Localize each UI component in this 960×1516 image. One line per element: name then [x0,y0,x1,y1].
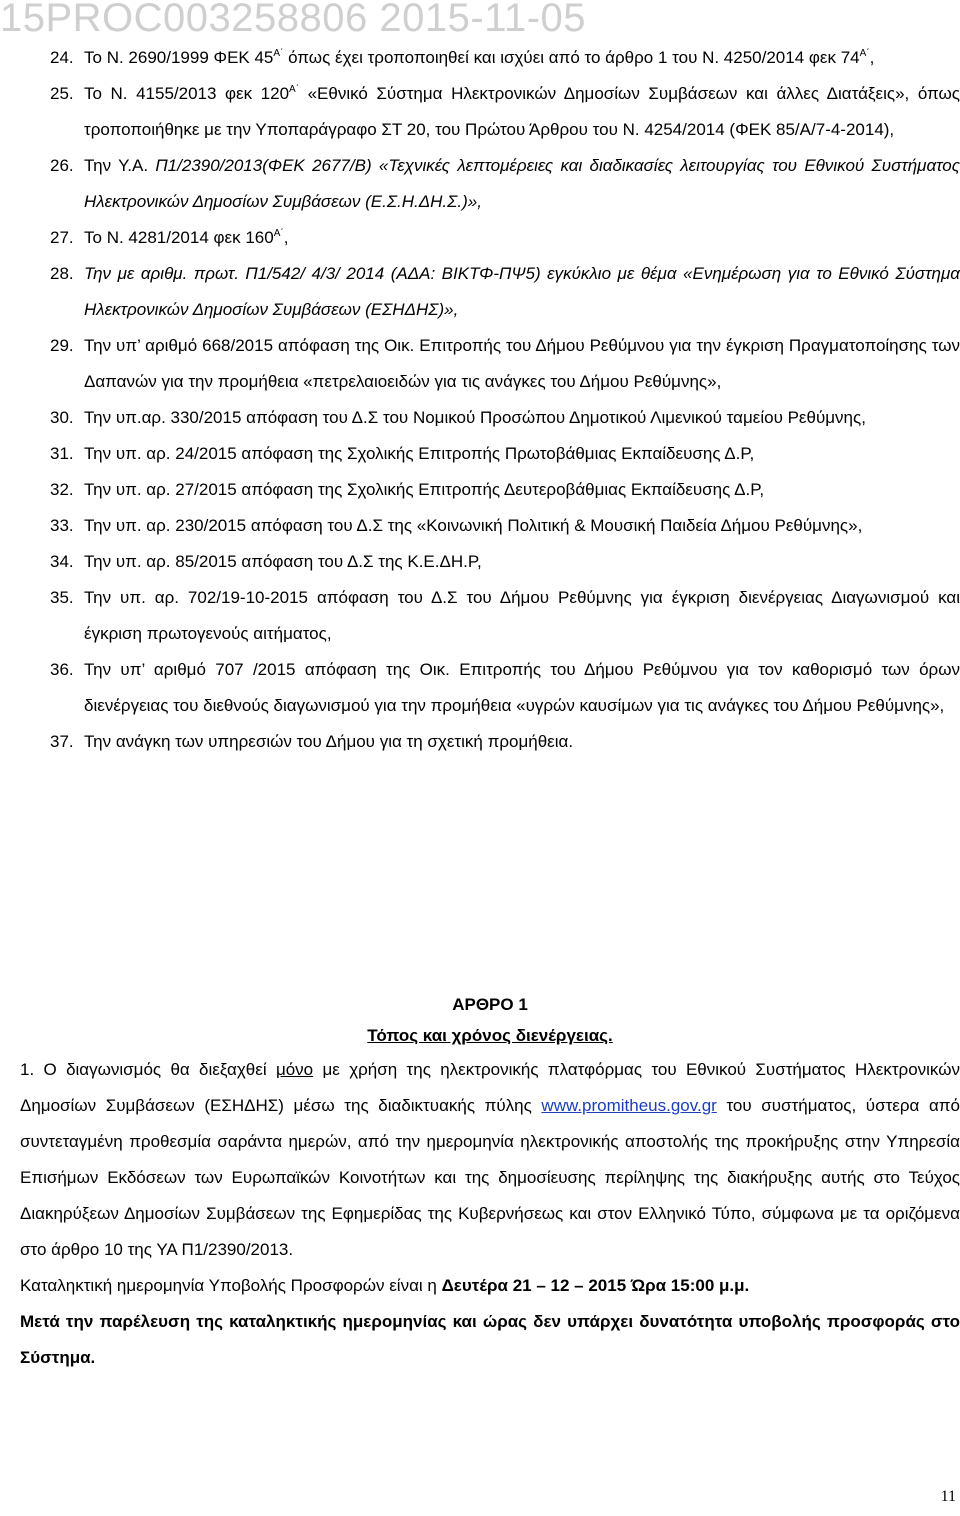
list-item [20,580,960,652]
list-item-text [84,84,960,139]
list-item-text [84,156,960,211]
list-item-text [84,264,960,319]
list-item [20,508,960,544]
text-run: Π1/2390/2013(ΦΕΚ 2677/Β) «Τεχνικές λεπτομέρειες και διαδικασίες λειτουργίας του Εθνικού Συστήματος Ηλεκτρονικών Δημοσίων Συμβάσεων (Ε.Σ.Η.ΔΗ.Σ.)», [84,156,960,211]
deadline-paragraph [20,1268,960,1304]
considerations-list [20,40,960,760]
list-item-number: 35. [50,588,74,607]
text-run: , [283,228,289,247]
list-item-text [84,480,764,499]
superscript-text: Α΄ [273,228,284,239]
list-item-text [84,660,960,715]
text-run: Την υπ. αρ. 702/19-10-2015 απόφαση του Δ.Σ του Δήμου Ρεθύμνης για έγκριση διενέργειας Διαγωνισμού και έγκριση πρωτογενούς αιτήματος, [84,588,960,643]
superscript-text: Α΄ [273,48,284,59]
list-item-number: 36. [50,660,74,679]
list-item [20,76,960,148]
text-run: Το Ν. 2690/1999 ΦΕΚ 45 [84,48,274,67]
text-run: Το Ν. 4155/2013 φεκ 120 [84,84,290,103]
text-run: Την Υ.Α. [84,156,156,175]
list-item [20,544,960,580]
article-subtitle: Τόπος και χρόνος διενέργειας. [367,1026,613,1045]
list-item-text [84,228,288,247]
text-run: με χρήση της ηλεκτρονικής πλατφόρμας του Εθνικού Συστήματος Ηλεκτρονικών Δημοσίων Συμβάσεων (ΕΣΗΔΗΣ) μέσω της διαδικτυακής πύλης [20,1060,960,1115]
list-item [20,328,960,400]
text-run: Καταληκτική ημερομηνία Υποβολής Προσφορών είναι η [20,1276,442,1295]
list-item-number: 37. [50,732,74,751]
list-item-number: 32. [50,480,74,499]
article-1-section [20,990,960,1376]
list-item-number: 29. [50,336,74,355]
list-item-text [84,336,960,391]
list-item-text [84,552,482,571]
text-run: Την υπ’ αριθμό 668/2015 απόφαση της Οικ. Επιτροπής του Δήμου Ρεθύμνου για την έγκριση Πραγματοποίησης των Δαπανών για την προμήθεια «πετρελαιοειδών για τις ανάγκες του Δήμου Ρεθύμνης», [84,336,960,391]
list-item-number: 24. [50,48,74,67]
list-item-number: 34. [50,552,74,571]
list-item [20,256,960,328]
list-item [20,400,960,436]
underlined-text: μόνο [275,1060,314,1079]
text-run: Την υπ’ αριθμό 707 /2015 απόφαση της Οικ. Επιτροπής του Δήμου Ρεθύμνου για τον καθορισμό των όρων διενέργειας του διεθνούς διαγωνισμού για την προμήθεια «υγρών καυσίμων για τις ανάγκες του Δήμου Ρεθύμνης», [84,660,960,715]
list-item [20,436,960,472]
list-item-text [84,408,866,427]
list-item-text [84,516,862,535]
list-item [20,40,960,76]
text-run: Την υπ.αρ. 330/2015 απόφαση του Δ.Σ του Νομικού Προσώπου Δημοτικού Λιμενικού ταμείου Ρεθύμνης, [84,408,866,427]
list-item-number: 33. [50,516,74,535]
text-run: Δευτέρα 21 – 12 – 2015 Ώρα 15:00 μ.μ. [441,1276,750,1295]
closing-paragraph [20,1304,960,1376]
list-item [20,652,960,724]
text-run: «Εθνικό Σύστημα Ηλεκτρονικών Δημοσίων Συμβάσεων και άλλες Διατάξεις», όπως τροποποιήθηκε με την Υποπαράγραφο ΣΤ 20, του Πρώτου Άρθρου του Ν. 4254/2014 (ΦΕΚ 85/Α/7-4-2014), [84,84,960,139]
text-run: Την με αριθμ. πρωτ. Π1/542/ 4/3/ 2014 (ΑΔΑ: ΒΙΚΤΦ-ΠΨ5) εγκύκλιο με θέμα «Ενημέρωση για το Εθνικό Σύστημα Ηλεκτρονικών Δημοσίων Συμβάσεων (ΕΣΗΔΗΣ)», [84,264,960,319]
document-watermark: 15PROC003258806 2015-11-05 [0,0,587,40]
list-item [20,472,960,508]
list-item-number: 28. [50,264,74,283]
list-item-number: 26. [50,156,74,175]
list-item-number: 30. [50,408,74,427]
page-number: 11 [940,1488,956,1505]
list-item [20,724,960,760]
text-run: Την υπ. αρ. 27/2015 απόφαση της Σχολικής Επιτροπής Δευτεροβάθμιας Εκπαίδευσης Δ.Ρ, [84,480,765,499]
text-run: όπως έχει τροποποιηθεί και ισχύει από το άρθρο 1 του Ν. 4250/2014 φεκ 74 [283,48,860,67]
text-run: Την ανάγκη των υπηρεσιών του Δήμου για τη σχετική προμήθεια. [84,732,574,751]
text-run: Την υπ. αρ. 24/2015 απόφαση της Σχολικής Επιτροπής Πρωτοβάθμιας Εκπαίδευσης Δ.Ρ, [84,444,755,463]
text-run: του συστήματος, ύστερα από συντεταγμένη προθεσμία σαράντα ημερών, από την ημερομηνία ηλεκτρονικής αποστολής της προκήρυξης στην Υπηρεσία Επισήμων Εκδόσεων των Ευρωπαϊκών Κοινοτήτων και της δημοσίευσης περίληψης της διακήρυξης αυτής στο Τεύχος Διακηρύξεων Δημοσίων Συμβάσεων της Εφημερίδας της Κυβερνήσεως και στον Ελληνικό Τύπο, σύμφωνα με τα οριζόμενα στο άρθρο 10 της ΥΑ Π1/2390/2013. [20,1096,960,1259]
promitheus-link[interactable]: www.promitheus.gov.gr [541,1096,717,1115]
text-run: Την υπ. αρ. 230/2015 απόφαση του Δ.Σ της «Κοινωνική Πολιτική & Μουσική Παιδεία Δήμου Ρεθύμνης», [84,516,863,535]
text-run: , [869,48,875,67]
paragraph-1 [20,1052,960,1268]
text-run: Την υπ. αρ. 85/2015 απόφαση του Δ.Σ της Κ.Ε.ΔΗ.Ρ, [84,552,482,571]
list-item-number: 25. [50,84,74,103]
list-item-text [84,732,573,751]
superscript-text: Α΄ [289,84,300,95]
list-item-text [84,588,960,643]
list-item-number: 31. [50,444,74,463]
text-run: 1. Ο διαγωνισμός θα διεξαχθεί [20,1060,276,1079]
list-item-text [84,444,754,463]
article-title: ΑΡΘΡΟ 1 [452,995,528,1014]
text-run: Μετά την παρέλευση της καταληκτικής ημερομηνίας και ώρας δεν υπάρχει δυνατότητα υποβολής προσφοράς στο Σύστημα. [20,1312,960,1367]
list-item-text [84,48,874,67]
superscript-text: Α΄ [859,48,870,59]
text-run: Το Ν. 4281/2014 φεκ 160 [84,228,274,247]
list-item [20,220,960,256]
list-item-number: 27. [50,228,74,247]
list-item [20,148,960,220]
